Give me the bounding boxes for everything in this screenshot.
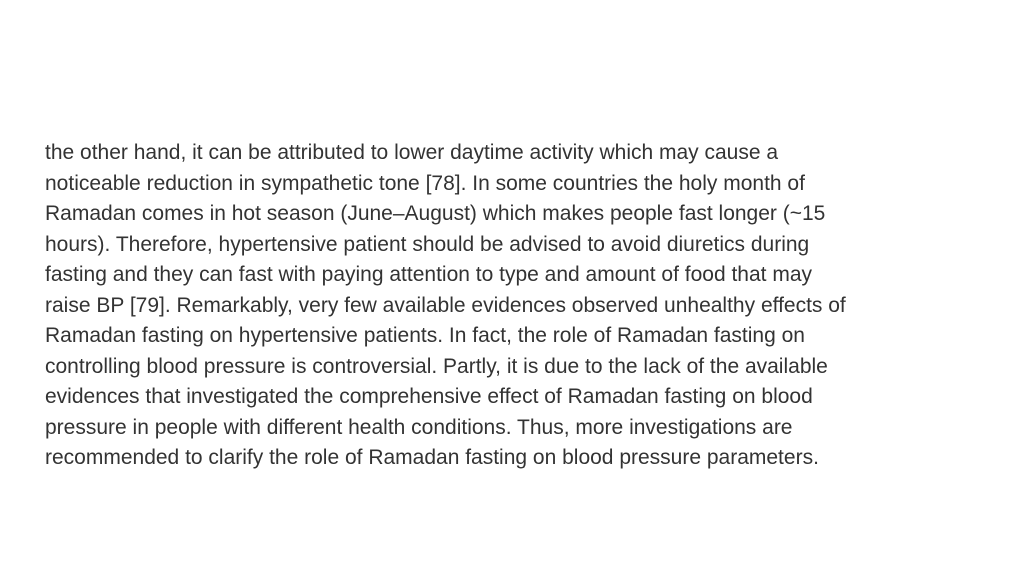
text-line: raise BP [79]. Remarkably, very few available evidences observed unhealthy effects of xyxy=(45,293,846,317)
text-line: the other hand, it can be attributed to lower daytime activity which may cause a xyxy=(45,141,779,164)
body-paragraph xyxy=(45,138,985,474)
text-line: noticeable reduction in sympathetic tone [78]. In some countries the holy month of xyxy=(45,171,805,195)
text-line: evidences that investigated the comprehensive effect of Ramadan fasting on blood xyxy=(45,385,813,408)
text-line: controlling blood pressure is controversial. Partly, it is due to the lack of the available xyxy=(45,354,828,378)
text-line: pressure in people with different health conditions. Thus, more investigations are xyxy=(45,415,793,439)
text-line: recommended to clarify the role of Ramadan fasting on blood pressure parameters. xyxy=(45,446,819,469)
text-line: hours). Therefore, hypertensive patient should be advised to avoid diuretics during xyxy=(45,232,810,256)
text-line: Ramadan comes in hot season (June–August) which makes people fast longer (~15 xyxy=(45,202,826,225)
text-line: Ramadan fasting on hypertensive patients. In fact, the role of Ramadan fasting on xyxy=(45,324,805,347)
text-line: fasting and they can fast with paying attention to type and amount of food that may xyxy=(45,263,812,286)
